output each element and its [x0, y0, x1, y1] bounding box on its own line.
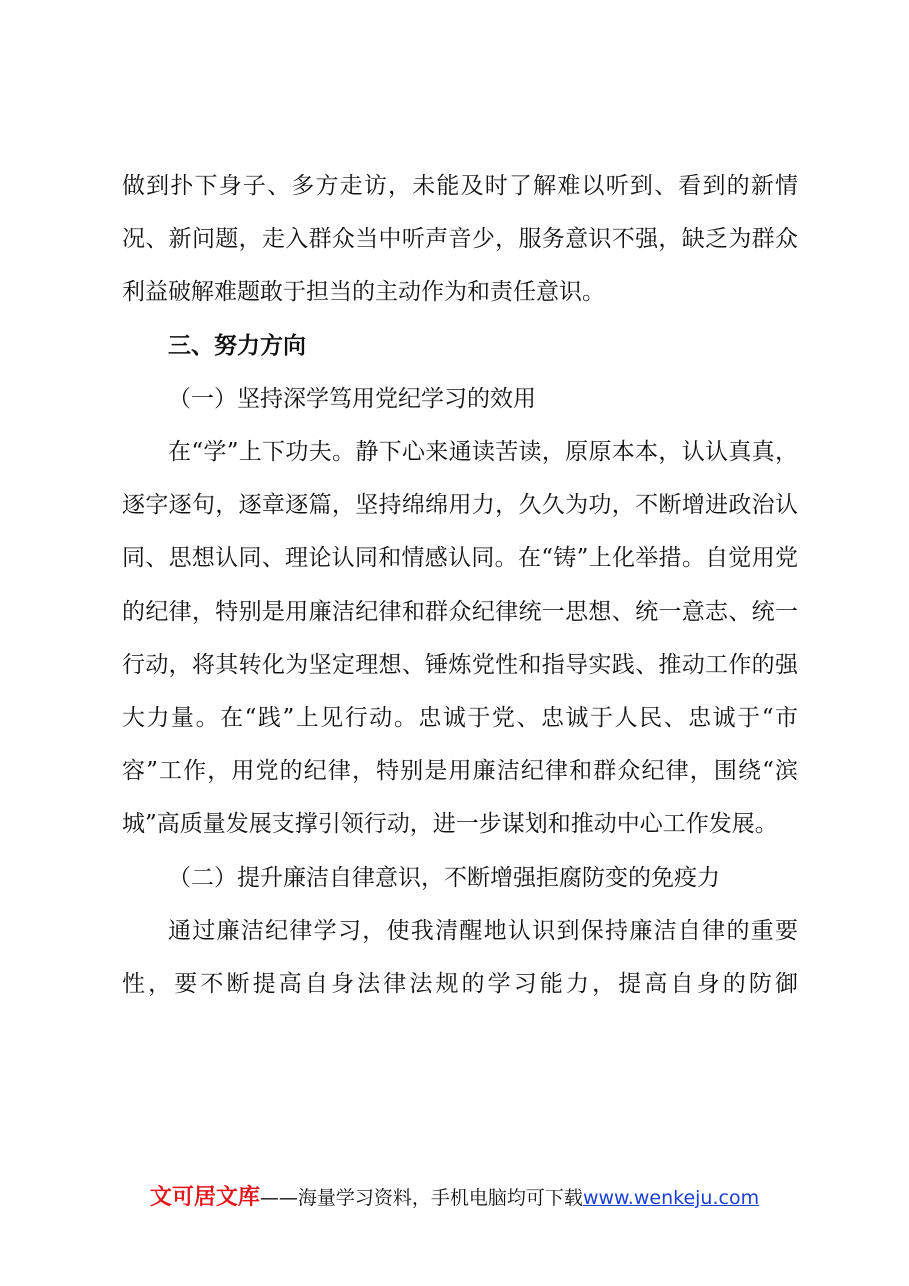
footer-link[interactable]: www.wenkeju.com: [582, 1187, 760, 1209]
body-paragraph-2: 通过廉洁纪律学习，使我清醒地认识到保持廉洁自律的重要性，要不断提高自身法律法规的学习能力，提高自身的防御: [122, 917, 798, 998]
section-heading: 三、努力方向: [168, 332, 306, 359]
document-body: [122, 160, 798, 1011]
footer-tagline: ——海量学习资料，手机电脑均可下载: [259, 1187, 583, 1209]
continued-paragraph: 做到扑下身子、多方走访，未能及时了解难以听到、看到的新情况、新问题，走入群众当中听声音少，服务意识不强，缺乏为群众利益破解难题敢于担当的主动作为和责任意识。: [122, 173, 798, 306]
subsection-heading-1: （一）坚持深学笃用党纪学习的效用: [168, 385, 536, 412]
footer-brand: 文可居文库: [149, 1185, 260, 1210]
page-footer: [0, 1180, 909, 1211]
body-paragraph-1: 在“学”上下功夫。静下心来通读苦读，原原本本，认认真真，逐字逐句，逐章逐篇，坚持绵绵用力，久久为功，不断增进政治认同、思想认同、理论认同和情感认同。在“铸”上化举措。自觉用党的纪律，特别是用廉洁纪律和群众纪律统一思想、统一意志、统一行动，将其转化为坚定理想、锤炼党性和指导实践、推动工作的强大力量。在“践”上见行动。忠诚于党、忠诚于人民、忠诚于“市容”工作，用党的纪律，特别是用廉洁纪律和群众纪律，围绕“滨城”高质量发展支撑引领行动，进一步谋划和推动中心工作发展。: [122, 439, 798, 838]
subsection-heading-2: （二）提升廉洁自律意识，不断增强拒腐防变的免疫力: [168, 864, 720, 891]
